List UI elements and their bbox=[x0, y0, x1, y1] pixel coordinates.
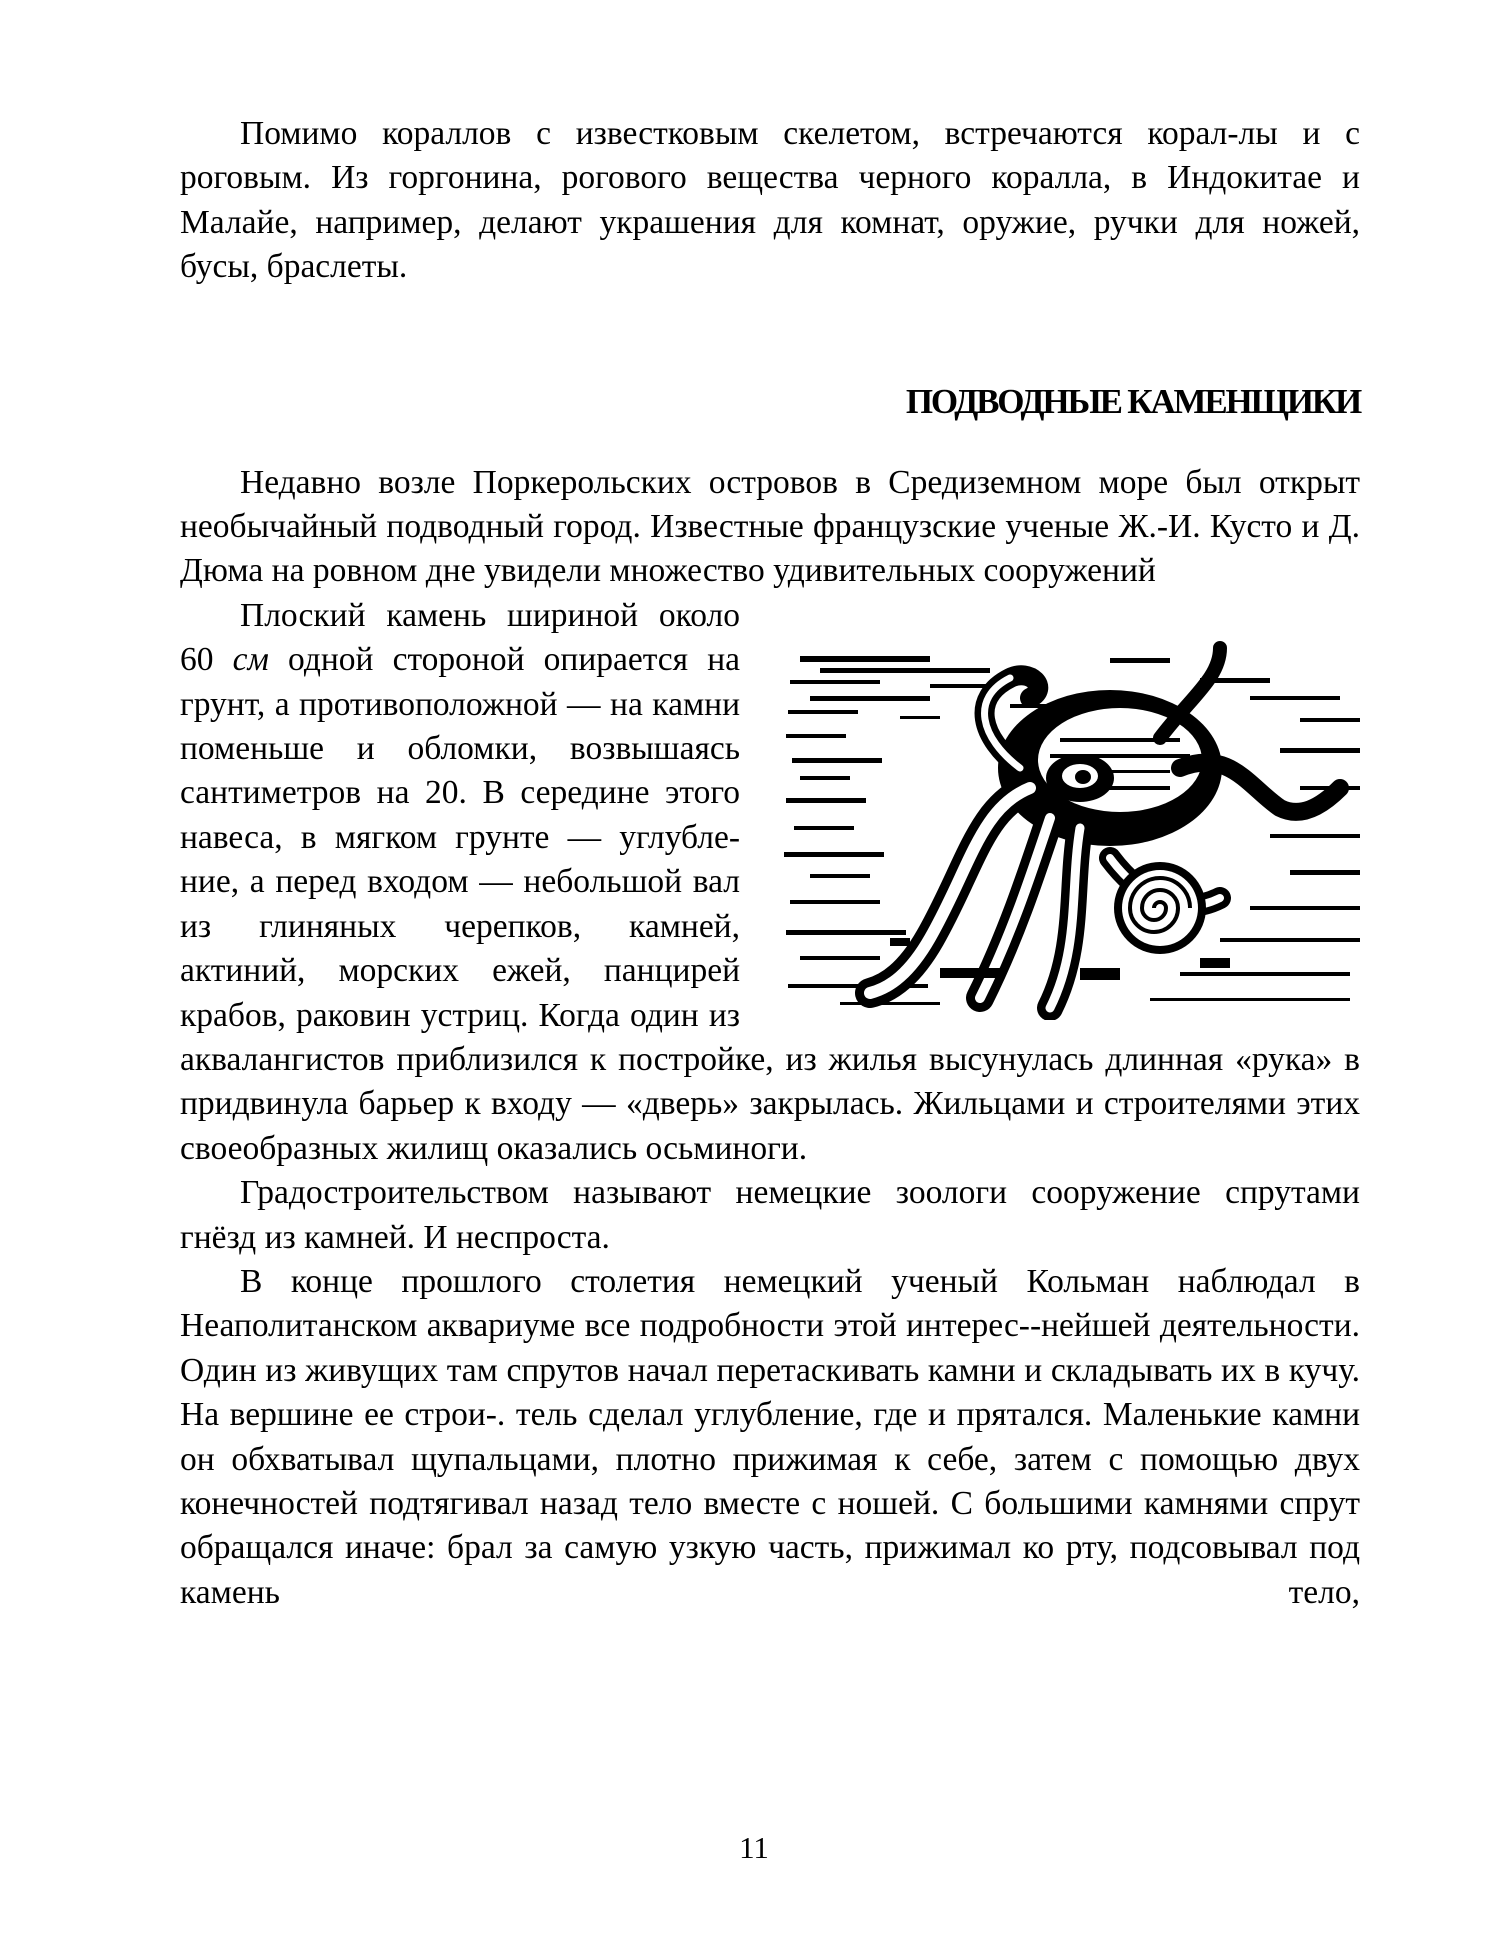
unit-cm: см bbox=[232, 641, 269, 679]
paragraph-stone bbox=[180, 594, 1360, 1171]
page-number: 11 bbox=[739, 1830, 769, 1865]
stone-text-after-unit: одной стороной опирается на грунт, а противоположной — на камни поменьше и обломки, возвышаясь сантиметров на 20. В середине этого навеса, в мягком грунте — углубле-ние, а перед входом — небольшой вал из глиняных черепков, камней, актиний, морских ежей, панцирей крабов, раковин устриц. Когда один из аквалангистов приблизился к постройке, из жилья высунулась длинная «рука» в придвинула барьер к входу — «дверь» закрылась. Жильцами и строителями этих своеобразных жилищ оказались осьминоги. bbox=[180, 641, 1360, 1167]
stone-text-before-unit: Плоский камень шириной около 60 bbox=[180, 596, 740, 679]
paragraph-discovery: Недавно возле Поркерольских островов в Средиземном море был открыт необычайный подводный город. Известные французские ученые Ж.-И. Кусто и Д. Дюма на ровном дне увидели множество удивительных сооружений bbox=[180, 463, 1360, 590]
paragraph-kolman: В конце прошлого столетия немецкий ученый Кольман наблюдал в Неаполитанском аквариуме все подробности этой интерес--нейшей деятельности. Один из живущих там спрутов начал перетаскивать камни и складывать их в кучу. На вершине ее строи-. тель сделал углубление, где и прятался. Маленькие камни он обхватывал щупальцами, плотно прижимая к себе, затем с помощью двух конечностей подтягивал назад тело вместе с ношей. С большими камнями спрут обращался иначе: брал за самую узкую часть, прижимал ко рту, подсовывал под камень тело, bbox=[180, 1262, 1360, 1611]
page-content bbox=[180, 112, 1360, 1615]
octopus-illustration bbox=[780, 638, 1368, 1020]
paragraph-city-building: Градостроительством называют немецкие зоологи сооружение спрутами гнёзд из камней. И неспроста. bbox=[180, 1174, 1360, 1256]
section-heading: ПОДВОДНЫЕ КАМЕНЩИКИ bbox=[905, 381, 1360, 421]
paragraph-corals: Помимо кораллов с известковым скелетом, встречаются корал-лы и с роговым. Из горгонина, рогового вещества черного коралла, в Индокитае и Малайе, например, делают украшения для комнат, оружие, ручки для ножей, бусы, браслеты. bbox=[180, 115, 1360, 286]
